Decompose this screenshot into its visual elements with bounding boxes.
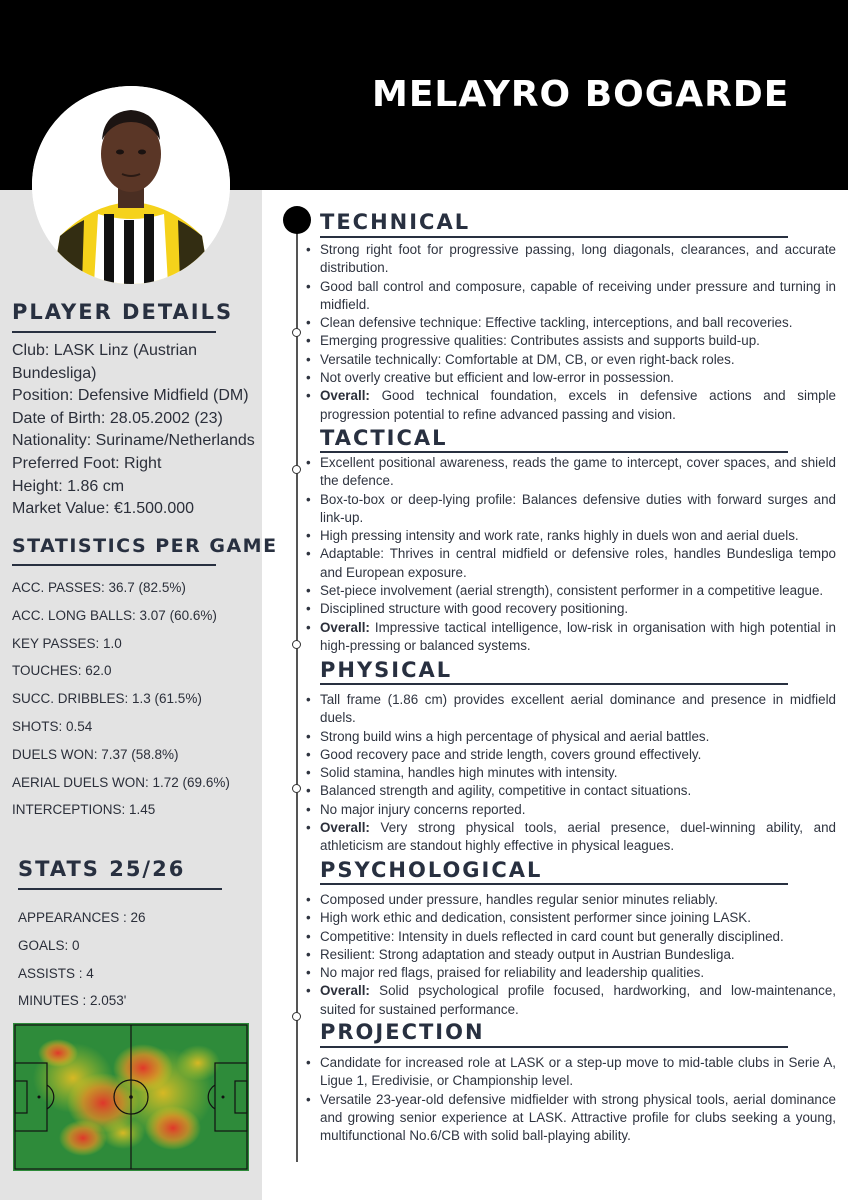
list-item: • Good ball control and composure, capable of receiving under pressure and turning in midfield. (306, 278, 836, 315)
timeline-dot (292, 640, 301, 649)
list-item: • Adaptable: Thrives in central midfield or defensive roles, handles Bundesliga tempo and European exposure. (306, 545, 836, 582)
tactical-list (306, 454, 836, 655)
timeline-dot (292, 465, 301, 474)
stat-item: ACC. LONG BALLS: 3.07 (60.6%) (12, 607, 217, 623)
stat-item: KEY PASSES: 1.0 (12, 635, 122, 651)
list-item: • Competitive: Intensity in duels reflected in card count but generally disciplined. (306, 928, 836, 946)
statistics-list (12, 574, 230, 824)
player-name: MELAYRO BOGARDE (372, 74, 790, 115)
list-item: • Disciplined structure with good recovery positioning. (306, 600, 836, 618)
list-item: • Excellent positional awareness, reads the game to intercept, cover spaces, and shield the defence. (306, 454, 836, 491)
list-item: • Good recovery pace and stride length, covers ground effectively. (306, 746, 836, 764)
list-item: • Versatile technically: Comfortable at DM, CB, or even right-back roles. (306, 351, 836, 369)
timeline-dot (292, 784, 301, 793)
season-stats-list (18, 904, 146, 1015)
list-item: • Not overly creative but efficient and low-error in possession. (306, 369, 836, 387)
list-item: • Strong build wins a high percentage of physical and aerial battles. (306, 728, 836, 746)
season-stat-assists: ASSISTS : 4 (18, 965, 94, 981)
list-item-overall (306, 982, 836, 1019)
section-title-physical: PHYSICAL (320, 658, 453, 682)
season-stat-minutes: MINUTES : 2.053' (18, 993, 127, 1009)
list-item: • High work ethic and dedication, consistent performer since joining LASK. (306, 909, 836, 927)
list-item: • Box-to-box or deep-lying profile: Balances defensive duties with forward surges and link-up. (306, 491, 836, 528)
section-title-psychological: PSYCHOLOGICAL (320, 858, 543, 882)
divider (18, 888, 222, 890)
list-item: • Candidate for increased role at LASK or a step-up move to mid-table clubs in Serie A, Ligue 1, Eredivisie, or Championship level. (306, 1054, 836, 1091)
list-item: • Emerging progressive qualities: Contributes assists and supports build-up. (306, 332, 836, 350)
divider (320, 236, 788, 238)
section-title-tactical: TACTICAL (320, 426, 448, 450)
timeline-start-dot (283, 206, 311, 234)
divider (12, 564, 216, 566)
stat-item: AERIAL DUELS WON: 1.72 (69.6%) (12, 774, 230, 790)
list-item: • No major red flags, praised for reliability and leadership qualities. (306, 964, 836, 982)
detail-club: Club: LASK Linz (Austrian Bundesliga) (12, 342, 197, 382)
projection-list (306, 1054, 836, 1145)
timeline-line (296, 222, 298, 1162)
divider (320, 1046, 788, 1048)
detail-market-value: Market Value: €1.500.000 (12, 500, 195, 518)
list-item: • Tall frame (1.86 cm) provides excellent aerial dominance and presence in midfield duels. (306, 691, 836, 728)
list-item: • Balanced strength and agility, competitive in contact situations. (306, 782, 836, 800)
divider (320, 451, 788, 453)
timeline-dot (292, 1012, 301, 1021)
list-item: • Clean defensive technique: Effective tackling, interceptions, and ball recoveries. (306, 314, 836, 332)
overall-text: Very strong physical tools, aerial presence, duel-winning ability, and athleticism are standout highly effective in physical leagues. (320, 820, 836, 854)
physical-list (306, 691, 836, 856)
list-item: • Set-piece involvement (aerial strength), consistent performer in a competitive league. (306, 582, 836, 600)
list-item-overall (306, 387, 836, 424)
player-details-list (12, 340, 262, 521)
overall-label: Overall: (320, 619, 370, 635)
season-stat-goals: GOALS: 0 (18, 937, 80, 953)
stat-item: TOUCHES: 62.0 (12, 663, 112, 679)
divider (320, 683, 788, 685)
detail-birth: Date of Birth: 28.05.2002 (23) (12, 409, 223, 427)
divider (12, 331, 216, 333)
stat-item: DUELS WON: 7.37 (58.8%) (12, 746, 179, 762)
overall-label: Overall: (320, 983, 370, 999)
detail-height: Height: 1.86 cm (12, 477, 125, 495)
heatmap-pitch (13, 1023, 249, 1171)
list-item: • Resilient: Strong adaptation and steady output in Austrian Bundesliga. (306, 946, 836, 964)
stat-item: INTERCEPTIONS: 1.45 (12, 802, 156, 818)
stat-item: SUCC. DRIBBLES: 1.3 (61.5%) (12, 691, 202, 707)
season-stat-appearances: APPEARANCES : 26 (18, 910, 146, 925)
list-item-overall (306, 619, 836, 656)
list-item: • No major injury concerns reported. (306, 801, 836, 819)
overall-text: Impressive tactical intelligence, low-risk in organisation with high potential in high-pressing or balanced systems. (320, 619, 836, 653)
stat-item: ACC. PASSES: 36.7 (82.5%) (12, 580, 186, 595)
list-item: • Composed under pressure, handles regular senior minutes reliably. (306, 891, 836, 909)
list-item: • Solid stamina, handles high minutes with intensity. (306, 764, 836, 782)
overall-text: Solid psychological profile focused, hardworking, and low-maintenance, suited for sustained performance. (320, 983, 836, 1017)
psychological-list (306, 891, 836, 1019)
detail-foot: Preferred Foot: Right (12, 454, 162, 472)
overall-label: Overall: (320, 820, 370, 836)
overall-text: Good technical foundation, excels in defensive actions and simple progression potential to refine advanced passing and vision. (320, 388, 836, 422)
technical-list (306, 241, 836, 424)
section-title-technical: TECHNICAL (320, 210, 471, 234)
detail-nationality: Nationality: Suriname/Netherlands (12, 432, 255, 450)
list-item: • High pressing intensity and work rate, ranks highly in duels won and aerial duels. (306, 527, 836, 545)
timeline-dot (292, 328, 301, 337)
statistics-heading: STATISTICS PER GAME (12, 535, 278, 557)
divider (320, 883, 788, 885)
list-item: • Strong right foot for progressive passing, long diagonals, clearances, and accurate distribution. (306, 241, 836, 278)
section-title-projection: PROJECTION (320, 1020, 485, 1044)
season-stats-heading: STATS 25/26 (18, 857, 186, 881)
player-photo (32, 86, 230, 284)
detail-position: Position: Defensive Midfield (DM) (12, 387, 249, 405)
player-details-heading: PLAYER DETAILS (12, 300, 234, 324)
list-item-overall (306, 819, 836, 856)
list-item: • Versatile 23-year-old defensive midfielder with strong physical tools, aerial dominance and growing senior experience at LASK. Attractive profile for clubs seeking a young, multifunctional No.6/CB with solid ball-playing ability. (306, 1091, 836, 1146)
stat-item: SHOTS: 0.54 (12, 718, 93, 734)
overall-label: Overall: (320, 388, 370, 404)
